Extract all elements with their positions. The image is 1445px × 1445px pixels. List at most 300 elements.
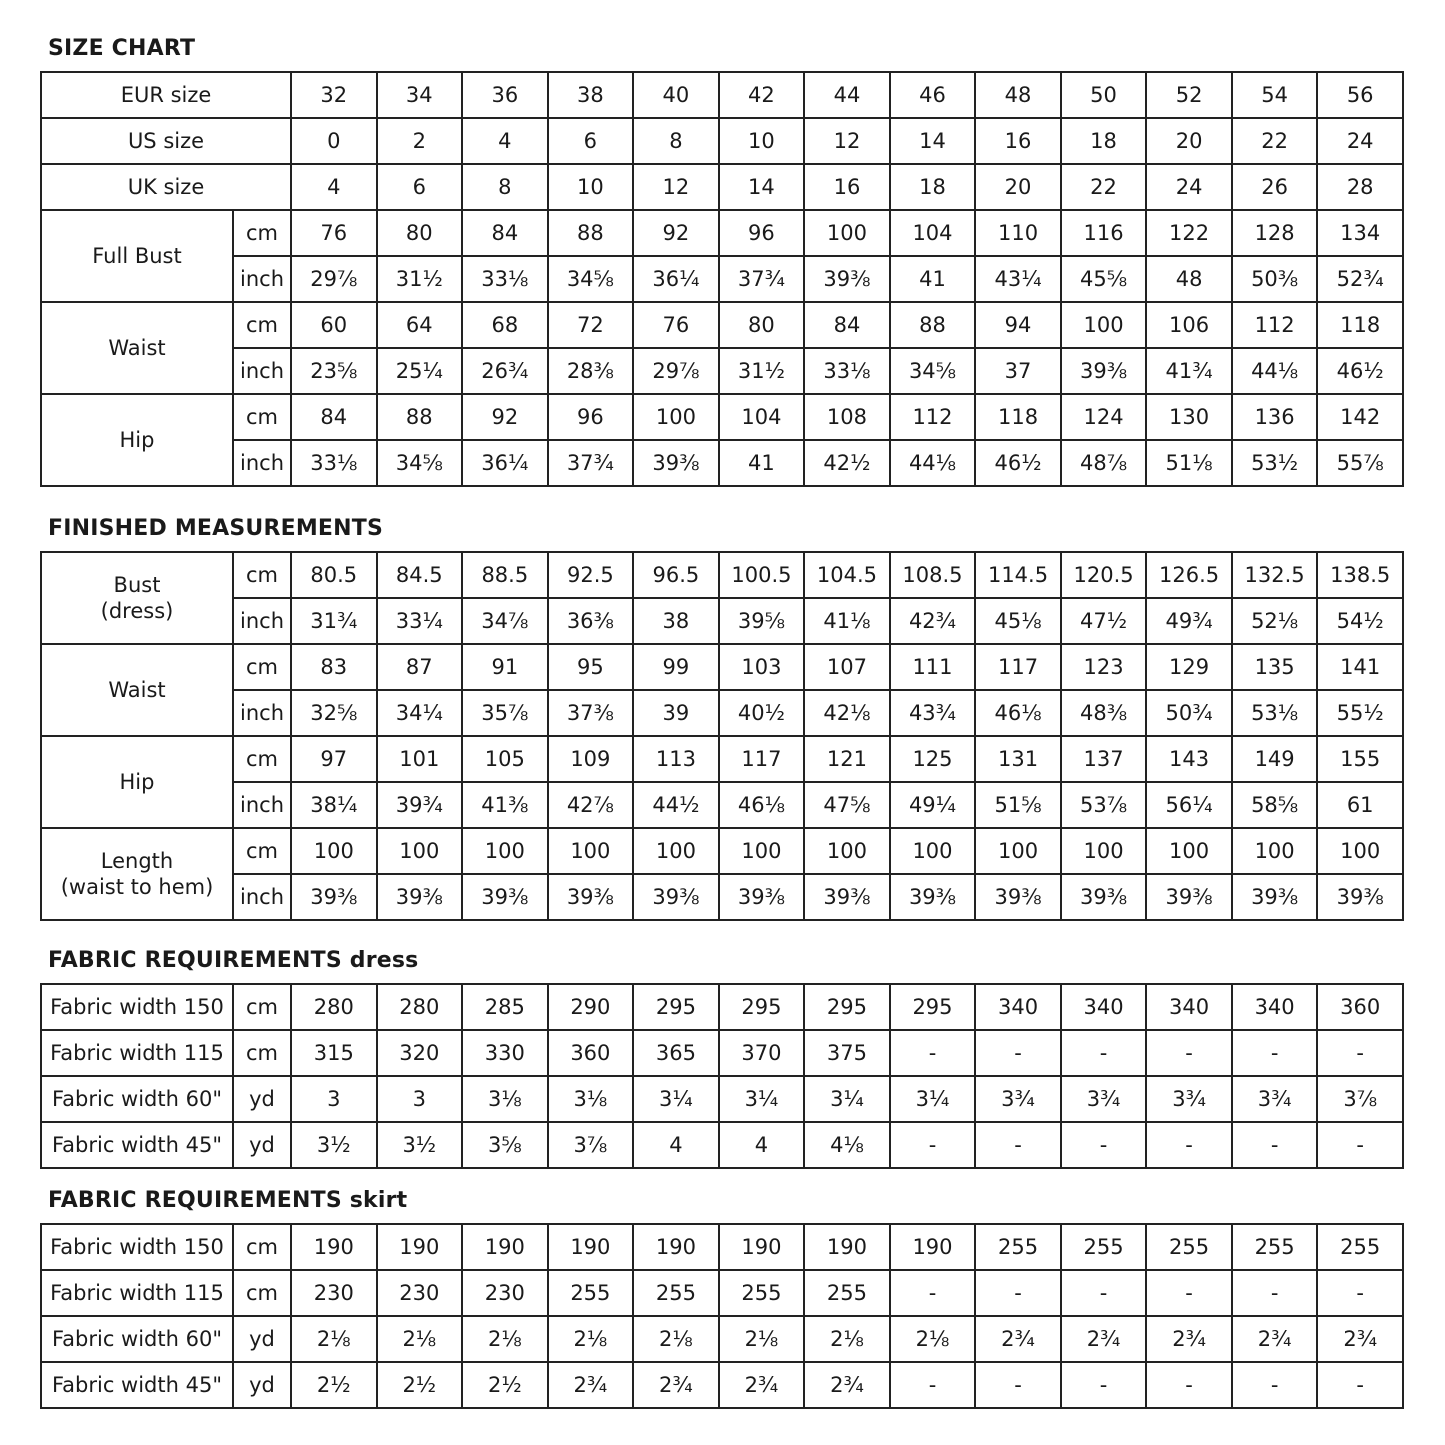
value-cell: 255	[548, 1270, 634, 1316]
value-cell: 36	[462, 72, 548, 118]
value-cell: 113	[633, 736, 719, 782]
value-cell: 84	[291, 394, 377, 440]
value-cell: 100	[975, 828, 1061, 874]
value-cell: 41	[890, 256, 976, 302]
value-cell: 46⅛	[719, 782, 805, 828]
value-cell: 23⅝	[291, 348, 377, 394]
value-cell: 125	[890, 736, 976, 782]
value-cell: 141	[1317, 644, 1403, 690]
value-cell: 3¾	[975, 1076, 1061, 1122]
fabric-row	[41, 1316, 1403, 1362]
value-cell: 320	[377, 1030, 463, 1076]
value-cell: 375	[804, 1030, 890, 1076]
value-cell: 88.5	[462, 552, 548, 598]
value-cell: -	[1317, 1030, 1403, 1076]
value-cell: 52¾	[1317, 256, 1403, 302]
value-cell: 10	[548, 164, 634, 210]
measurement-row	[41, 440, 1403, 486]
value-cell: 255	[804, 1270, 890, 1316]
value-cell: 14	[719, 164, 805, 210]
value-cell: 16	[804, 164, 890, 210]
value-cell: 230	[291, 1270, 377, 1316]
value-cell: 116	[1061, 210, 1147, 256]
value-cell: 2⅛	[462, 1316, 548, 1362]
value-cell: 100	[1317, 828, 1403, 874]
value-cell: 52⅛	[1232, 598, 1318, 644]
value-cell: 39⅜	[291, 874, 377, 920]
value-cell: 4	[291, 164, 377, 210]
value-cell: 3¾	[1232, 1076, 1318, 1122]
fabric-width-label: Fabric width 45"	[41, 1362, 233, 1408]
value-cell: 33⅛	[291, 440, 377, 486]
value-cell: 315	[291, 1030, 377, 1076]
value-cell: 45⅝	[1061, 256, 1147, 302]
value-cell: 100	[1061, 828, 1147, 874]
value-cell: 135	[1232, 644, 1318, 690]
measurement-row	[41, 394, 1403, 440]
value-cell: 129	[1146, 644, 1232, 690]
value-cell: 47½	[1061, 598, 1147, 644]
unit-cell: yd	[233, 1362, 291, 1408]
value-cell: 46	[890, 72, 976, 118]
value-cell: 100.5	[719, 552, 805, 598]
value-cell: 121	[804, 736, 890, 782]
unit-cell: yd	[233, 1316, 291, 1362]
value-cell: 50⅜	[1232, 256, 1318, 302]
value-cell: 330	[462, 1030, 548, 1076]
finished-row	[41, 644, 1403, 690]
value-cell: 4	[633, 1122, 719, 1168]
value-cell: 39⅝	[719, 598, 805, 644]
value-cell: 12	[633, 164, 719, 210]
value-cell: 39⅜	[1317, 874, 1403, 920]
value-cell: 34⅝	[377, 440, 463, 486]
value-cell: 118	[975, 394, 1061, 440]
value-cell: 20	[1146, 118, 1232, 164]
value-cell: 110	[975, 210, 1061, 256]
value-cell: -	[1061, 1362, 1147, 1408]
value-cell: 84.5	[377, 552, 463, 598]
value-cell: 48⅞	[1061, 440, 1147, 486]
measurement-row	[41, 210, 1403, 256]
value-cell: -	[1146, 1270, 1232, 1316]
measurement-label: Full Bust	[41, 210, 233, 302]
value-cell: 41¾	[1146, 348, 1232, 394]
value-cell: -	[1317, 1362, 1403, 1408]
value-cell: 44⅛	[1232, 348, 1318, 394]
value-cell: 22	[1232, 118, 1318, 164]
value-cell: 2¾	[1146, 1316, 1232, 1362]
value-cell: 4⅛	[804, 1122, 890, 1168]
value-cell: 88	[377, 394, 463, 440]
fabric-row	[41, 984, 1403, 1030]
value-cell: 4	[462, 118, 548, 164]
fabric-dress-title: FABRIC REQUIREMENTS dress	[48, 948, 419, 973]
value-cell: 34⅝	[890, 348, 976, 394]
value-cell: 136	[1232, 394, 1318, 440]
value-cell: 39⅜	[1061, 348, 1147, 394]
measurement-row	[41, 348, 1403, 394]
unit-cell: yd	[233, 1122, 291, 1168]
fabric-row	[41, 1362, 1403, 1408]
value-cell: 56	[1317, 72, 1403, 118]
value-cell: 39⅜	[633, 440, 719, 486]
value-cell: 2⅛	[890, 1316, 976, 1362]
value-cell: 126.5	[1146, 552, 1232, 598]
value-cell: 84	[462, 210, 548, 256]
value-cell: 80	[377, 210, 463, 256]
value-cell: 2¾	[804, 1362, 890, 1408]
value-cell: 2¾	[975, 1316, 1061, 1362]
value-cell: 2⅛	[377, 1316, 463, 1362]
value-cell: -	[1232, 1362, 1318, 1408]
unit-cell: cm	[233, 1030, 291, 1076]
value-cell: 255	[1232, 1224, 1318, 1270]
finished-row	[41, 690, 1403, 736]
value-cell: 42⅞	[548, 782, 634, 828]
value-cell: 8	[633, 118, 719, 164]
value-cell: 3¼	[890, 1076, 976, 1122]
value-cell: 149	[1232, 736, 1318, 782]
value-cell: 3⅝	[462, 1122, 548, 1168]
value-cell: -	[1061, 1270, 1147, 1316]
value-cell: 38	[548, 72, 634, 118]
value-cell: 340	[975, 984, 1061, 1030]
value-cell: 47⅝	[804, 782, 890, 828]
value-cell: 92	[462, 394, 548, 440]
value-cell: 365	[633, 1030, 719, 1076]
finished-label	[41, 552, 233, 644]
value-cell: 50¾	[1146, 690, 1232, 736]
value-cell: 92.5	[548, 552, 634, 598]
value-cell: 91	[462, 644, 548, 690]
value-cell: 37¾	[719, 256, 805, 302]
value-cell: 53⅞	[1061, 782, 1147, 828]
value-cell: 117	[975, 644, 1061, 690]
value-cell: 72	[548, 302, 634, 348]
value-cell: 100	[719, 828, 805, 874]
unit-cell: cm	[233, 828, 291, 874]
value-cell: 39⅜	[975, 874, 1061, 920]
value-cell: 39⅜	[633, 874, 719, 920]
finished-label	[41, 736, 233, 828]
unit-cell: cm	[233, 302, 291, 348]
unit-cell: inch	[233, 598, 291, 644]
value-cell: 4	[719, 1122, 805, 1168]
value-cell: 88	[890, 302, 976, 348]
value-cell: 18	[1061, 118, 1147, 164]
unit-cell: cm	[233, 984, 291, 1030]
value-cell: 104	[890, 210, 976, 256]
finished-label-main: Bust	[113, 572, 161, 597]
value-cell: 39⅜	[377, 874, 463, 920]
value-cell: 360	[1317, 984, 1403, 1030]
value-cell: 48	[1146, 256, 1232, 302]
value-cell: 34⅝	[548, 256, 634, 302]
value-cell: 2½	[377, 1362, 463, 1408]
value-cell: 20	[975, 164, 1061, 210]
value-cell: 100	[462, 828, 548, 874]
value-cell: 55⅞	[1317, 440, 1403, 486]
value-cell: 100	[804, 210, 890, 256]
value-cell: 112	[890, 394, 976, 440]
value-cell: 39⅜	[1232, 874, 1318, 920]
finished-measurements-title: FINISHED MEASUREMENTS	[48, 516, 384, 541]
value-cell: 295	[890, 984, 976, 1030]
measurement-label: Hip	[41, 394, 233, 486]
value-cell: 285	[462, 984, 548, 1030]
value-cell: 2¾	[1317, 1316, 1403, 1362]
value-cell: 35⅞	[462, 690, 548, 736]
value-cell: 255	[975, 1224, 1061, 1270]
fabric-width-label: Fabric width 115	[41, 1270, 233, 1316]
value-cell: 190	[291, 1224, 377, 1270]
unit-cell: cm	[233, 1270, 291, 1316]
value-cell: 3½	[377, 1122, 463, 1168]
unit-cell: cm	[233, 1224, 291, 1270]
unit-cell: inch	[233, 782, 291, 828]
unit-cell: cm	[233, 394, 291, 440]
eur-size-label: EUR size	[41, 72, 291, 118]
value-cell: 39⅜	[548, 874, 634, 920]
size-row-us	[41, 118, 1403, 164]
value-cell: 44½	[633, 782, 719, 828]
value-cell: 29⅞	[633, 348, 719, 394]
value-cell: 68	[462, 302, 548, 348]
value-cell: 3	[377, 1076, 463, 1122]
fabric-width-label: Fabric width 150	[41, 984, 233, 1030]
value-cell: 24	[1317, 118, 1403, 164]
value-cell: 36¼	[633, 256, 719, 302]
value-cell: 2	[377, 118, 463, 164]
value-cell: 39⅜	[1146, 874, 1232, 920]
value-cell: 45⅛	[975, 598, 1061, 644]
value-cell: 3¾	[1146, 1076, 1232, 1122]
value-cell: 3¼	[719, 1076, 805, 1122]
value-cell: 33¼	[377, 598, 463, 644]
value-cell: 131	[975, 736, 1061, 782]
value-cell: 49¼	[890, 782, 976, 828]
value-cell: 122	[1146, 210, 1232, 256]
value-cell: -	[1061, 1030, 1147, 1076]
value-cell: 44⅛	[890, 440, 976, 486]
value-cell: 53⅛	[1232, 690, 1318, 736]
unit-cell: cm	[233, 552, 291, 598]
value-cell: 2¾	[633, 1362, 719, 1408]
value-cell: 42½	[804, 440, 890, 486]
value-cell: 18	[890, 164, 976, 210]
value-cell: 39⅜	[890, 874, 976, 920]
value-cell: 6	[548, 118, 634, 164]
value-cell: 190	[377, 1224, 463, 1270]
value-cell: 55½	[1317, 690, 1403, 736]
value-cell: 128	[1232, 210, 1318, 256]
value-cell: 61	[1317, 782, 1403, 828]
value-cell: 36⅜	[548, 598, 634, 644]
value-cell: 42	[719, 72, 805, 118]
value-cell: -	[1146, 1030, 1232, 1076]
value-cell: 38	[633, 598, 719, 644]
fabric-width-label: Fabric width 60"	[41, 1316, 233, 1362]
value-cell: -	[1317, 1270, 1403, 1316]
value-cell: 8	[462, 164, 548, 210]
value-cell: 25¼	[377, 348, 463, 394]
value-cell: 39	[633, 690, 719, 736]
value-cell: 3¼	[633, 1076, 719, 1122]
value-cell: 255	[1317, 1224, 1403, 1270]
value-cell: 2⅛	[719, 1316, 805, 1362]
value-cell: 2¾	[719, 1362, 805, 1408]
value-cell: 100	[804, 828, 890, 874]
value-cell: 48	[975, 72, 1061, 118]
value-cell: 76	[633, 302, 719, 348]
value-cell: 2⅛	[548, 1316, 634, 1362]
value-cell: 118	[1317, 302, 1403, 348]
value-cell: -	[975, 1362, 1061, 1408]
size-row-eur	[41, 72, 1403, 118]
finished-row	[41, 874, 1403, 920]
value-cell: 295	[633, 984, 719, 1030]
fabric-row	[41, 1224, 1403, 1270]
value-cell: 295	[804, 984, 890, 1030]
value-cell: 88	[548, 210, 634, 256]
value-cell: 117	[719, 736, 805, 782]
value-cell: 41⅛	[804, 598, 890, 644]
value-cell: 97	[291, 736, 377, 782]
value-cell: 3⅞	[548, 1122, 634, 1168]
value-cell: 56¼	[1146, 782, 1232, 828]
value-cell: -	[975, 1270, 1061, 1316]
finished-row	[41, 736, 1403, 782]
value-cell: 28	[1317, 164, 1403, 210]
value-cell: 3½	[291, 1122, 377, 1168]
finished-measurements-table	[40, 551, 1404, 921]
value-cell: 80	[719, 302, 805, 348]
finished-label	[41, 644, 233, 736]
value-cell: 3¼	[804, 1076, 890, 1122]
value-cell: 51⅛	[1146, 440, 1232, 486]
value-cell: 53½	[1232, 440, 1318, 486]
value-cell: 100	[890, 828, 976, 874]
value-cell: 230	[462, 1270, 548, 1316]
value-cell: 39⅜	[719, 874, 805, 920]
value-cell: 83	[291, 644, 377, 690]
fabric-skirt-table	[40, 1223, 1404, 1409]
value-cell: 2½	[462, 1362, 548, 1408]
value-cell: 33⅛	[462, 256, 548, 302]
value-cell: 109	[548, 736, 634, 782]
value-cell: 340	[1232, 984, 1318, 1030]
value-cell: 0	[291, 118, 377, 164]
value-cell: 37⅜	[548, 690, 634, 736]
value-cell: 190	[462, 1224, 548, 1270]
value-cell: 100	[548, 828, 634, 874]
value-cell: -	[975, 1030, 1061, 1076]
value-cell: 92	[633, 210, 719, 256]
value-cell: 134	[1317, 210, 1403, 256]
value-cell: 100	[633, 394, 719, 440]
value-cell: 46½	[975, 440, 1061, 486]
value-cell: 114.5	[975, 552, 1061, 598]
value-cell: 108	[804, 394, 890, 440]
value-cell: 41⅜	[462, 782, 548, 828]
value-cell: 2½	[291, 1362, 377, 1408]
value-cell: 2⅛	[291, 1316, 377, 1362]
finished-row	[41, 598, 1403, 644]
fabric-width-label: Fabric width 115	[41, 1030, 233, 1076]
value-cell: 36¼	[462, 440, 548, 486]
value-cell: 42⅛	[804, 690, 890, 736]
value-cell: 280	[291, 984, 377, 1030]
value-cell: 99	[633, 644, 719, 690]
value-cell: 40½	[719, 690, 805, 736]
value-cell: 108.5	[890, 552, 976, 598]
value-cell: -	[890, 1362, 976, 1408]
value-cell: 28⅜	[548, 348, 634, 394]
value-cell: 37¾	[548, 440, 634, 486]
value-cell: 51⅝	[975, 782, 1061, 828]
value-cell: 39¾	[377, 782, 463, 828]
value-cell: 107	[804, 644, 890, 690]
value-cell: 104.5	[804, 552, 890, 598]
finished-row	[41, 828, 1403, 874]
value-cell: 340	[1146, 984, 1232, 1030]
value-cell: 230	[377, 1270, 463, 1316]
value-cell: 190	[804, 1224, 890, 1270]
value-cell: 31¾	[291, 598, 377, 644]
value-cell: 6	[377, 164, 463, 210]
value-cell: 295	[719, 984, 805, 1030]
value-cell: 106	[1146, 302, 1232, 348]
value-cell: 255	[1146, 1224, 1232, 1270]
value-cell: 43¼	[975, 256, 1061, 302]
finished-label-main: Waist	[108, 677, 166, 702]
value-cell: 360	[548, 1030, 634, 1076]
size-chart-title: SIZE CHART	[48, 36, 196, 61]
uk-size-label: UK size	[41, 164, 291, 210]
value-cell: 87	[377, 644, 463, 690]
value-cell: 280	[377, 984, 463, 1030]
value-cell: 3⅛	[548, 1076, 634, 1122]
unit-cell: inch	[233, 690, 291, 736]
unit-cell: inch	[233, 348, 291, 394]
value-cell: 14	[890, 118, 976, 164]
value-cell: 96	[548, 394, 634, 440]
value-cell: 142	[1317, 394, 1403, 440]
fabric-dress-table	[40, 983, 1404, 1169]
value-cell: 340	[1061, 984, 1147, 1030]
value-cell: 112	[1232, 302, 1318, 348]
value-cell: 31½	[377, 256, 463, 302]
finished-label-main: Hip	[119, 769, 155, 794]
measurement-row	[41, 256, 1403, 302]
unit-cell: cm	[233, 644, 291, 690]
value-cell: 49¾	[1146, 598, 1232, 644]
value-cell: 46½	[1317, 348, 1403, 394]
fabric-width-label: Fabric width 60"	[41, 1076, 233, 1122]
value-cell: 44	[804, 72, 890, 118]
value-cell: 54½	[1317, 598, 1403, 644]
value-cell: -	[1232, 1270, 1318, 1316]
value-cell: -	[1232, 1030, 1318, 1076]
value-cell: 100	[633, 828, 719, 874]
finished-row	[41, 782, 1403, 828]
value-cell: 120.5	[1061, 552, 1147, 598]
value-cell: 39⅜	[1061, 874, 1147, 920]
value-cell: 12	[804, 118, 890, 164]
value-cell: 123	[1061, 644, 1147, 690]
value-cell: 50	[1061, 72, 1147, 118]
